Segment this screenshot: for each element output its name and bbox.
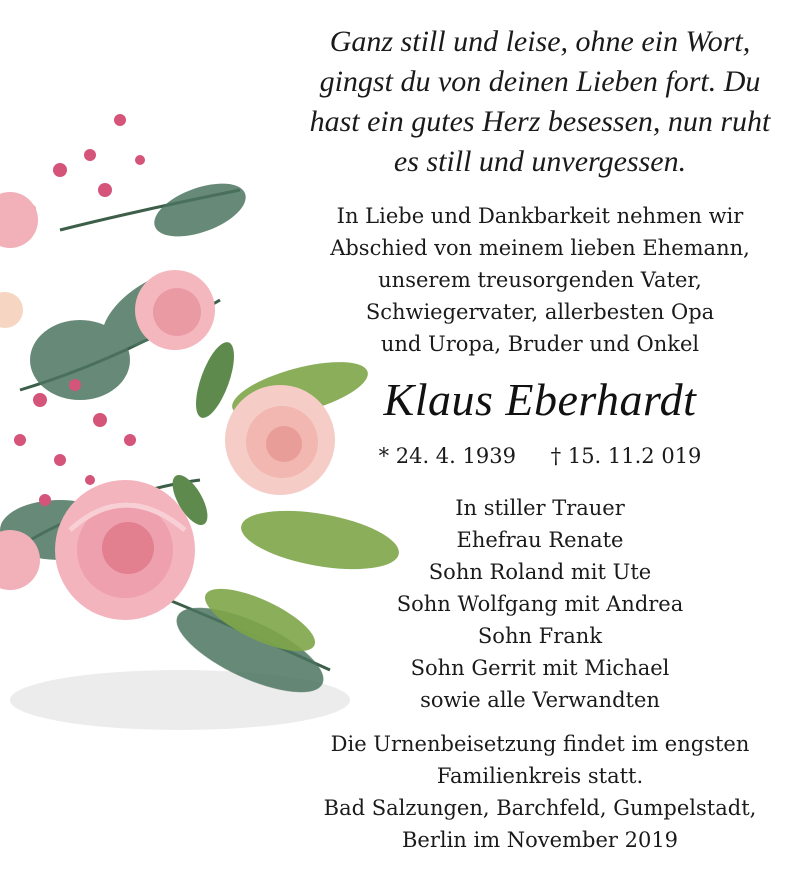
mourner-line: Sohn Frank bbox=[477, 624, 603, 648]
closing-line: Berlin im November 2019 bbox=[401, 828, 679, 852]
poem-line: Ganz still und leise, ohne ein Wort, bbox=[329, 25, 751, 58]
mourner-line: Ehefrau Renate bbox=[456, 528, 624, 552]
closing-line: Die Urnenbeisetzung findet im engsten bbox=[330, 732, 750, 756]
birth-date: * 24. 4. 1939 bbox=[378, 444, 516, 468]
intro-line: und Uropa, Bruder und Onkel bbox=[380, 332, 700, 356]
mourners-list bbox=[300, 492, 780, 716]
intro-line: In Liebe und Dankbarkeit nehmen wir bbox=[336, 204, 744, 228]
memorial-poem bbox=[300, 22, 780, 182]
rose-top bbox=[135, 270, 215, 350]
intro-line: Abschied von meinem lieben Ehemann, bbox=[330, 236, 750, 260]
obituary-text bbox=[300, 22, 780, 856]
spacer bbox=[300, 716, 780, 728]
closing-text bbox=[300, 728, 780, 856]
poem-line: gingst du von deinen Lieben fort. Du bbox=[319, 65, 761, 98]
death-date: † 15. 11.2 019 bbox=[550, 444, 702, 468]
poem-line: hast ein gutes Herz besessen, nun ruht bbox=[309, 105, 771, 138]
mourner-line: Sohn Gerrit mit Michael bbox=[410, 656, 670, 680]
poem-line: es still und unvergessen. bbox=[393, 145, 687, 178]
closing-line: Familienkreis statt. bbox=[436, 764, 644, 788]
closing-line: Bad Salzungen, Barchfeld, Gumpelstadt, bbox=[323, 796, 757, 820]
mourner-line: Sohn Wolfgang mit Andrea bbox=[396, 592, 684, 616]
life-dates bbox=[300, 440, 780, 472]
intro-text bbox=[300, 200, 780, 360]
mourner-line: In stiller Trauer bbox=[455, 496, 625, 520]
deceased-name: Klaus Eberhardt bbox=[383, 374, 697, 425]
mourner-line: Sohn Roland mit Ute bbox=[428, 560, 652, 584]
mourner-line: sowie alle Verwandten bbox=[420, 688, 660, 712]
intro-line: Schwiegervater, allerbesten Opa bbox=[365, 300, 715, 324]
rose-large bbox=[55, 480, 195, 620]
intro-line: unserem treusorgenden Vater, bbox=[378, 268, 702, 292]
